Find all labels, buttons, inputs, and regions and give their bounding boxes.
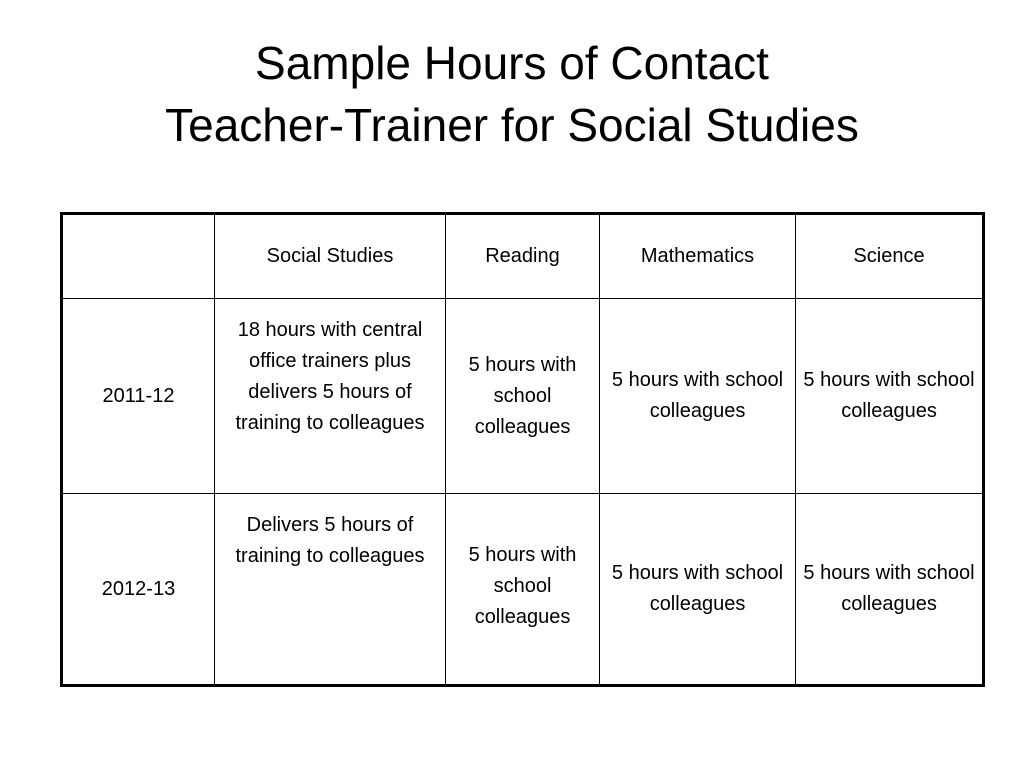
contact-hours-table — [60, 212, 985, 687]
science-cell: 5 hours with school colleagues — [796, 299, 984, 494]
reading-cell: 5 hours with school colleagues — [446, 494, 600, 686]
mathematics-cell: 5 hours with school colleagues — [600, 494, 796, 686]
header-cell-empty — [62, 214, 215, 299]
header-cell-reading: Reading — [446, 214, 600, 299]
reading-cell: 5 hours with school colleagues — [446, 299, 600, 494]
science-cell: 5 hours with school colleagues — [796, 494, 984, 686]
table-row — [62, 299, 984, 494]
header-cell-science: Science — [796, 214, 984, 299]
slide-title-line-1: Sample Hours of Contact — [255, 37, 769, 89]
table-row — [62, 494, 984, 686]
header-cell-social-studies: Social Studies — [215, 214, 446, 299]
slide-title — [0, 32, 1024, 156]
row-year-cell: 2012-13 — [62, 494, 215, 686]
social-studies-cell: 18 hours with central office trainers plus delivers 5 hours of training to colleagues — [215, 299, 446, 494]
mathematics-cell: 5 hours with school colleagues — [600, 299, 796, 494]
slide-title-line-2: Teacher-Trainer for Social Studies — [165, 99, 859, 151]
table-header-row — [62, 214, 984, 299]
header-cell-mathematics: Mathematics — [600, 214, 796, 299]
row-year-cell: 2011-12 — [62, 299, 215, 494]
social-studies-cell: Delivers 5 hours of training to colleagues — [215, 494, 446, 686]
